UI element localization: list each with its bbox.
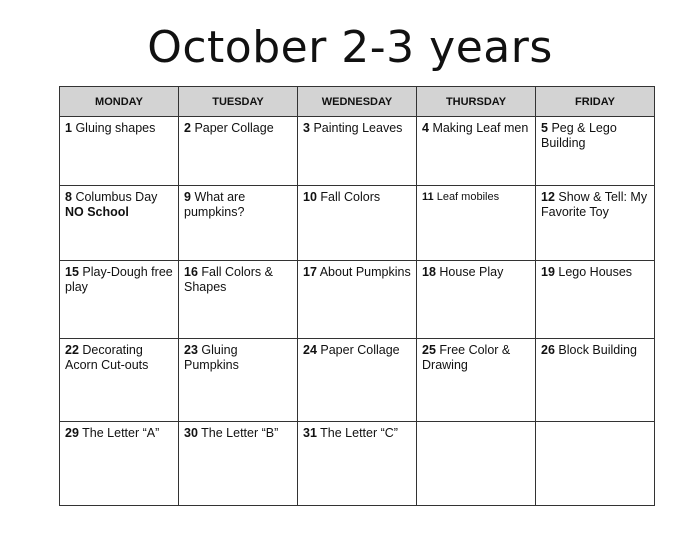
activity-text: Fall Colors bbox=[320, 190, 381, 204]
day-number: 1 bbox=[65, 121, 72, 135]
day-number: 11 bbox=[422, 191, 434, 203]
day-number: 2 bbox=[184, 121, 191, 135]
activity-text: Free Color & Drawing bbox=[422, 343, 511, 372]
calendar-day-cell bbox=[179, 117, 298, 186]
calendar-day-cell bbox=[417, 339, 536, 422]
activity-text: What are pumpkins? bbox=[184, 190, 246, 219]
activity-text: Paper Collage bbox=[320, 343, 400, 357]
day-header-friday: FRIDAY bbox=[536, 87, 655, 117]
calendar-day-cell bbox=[179, 261, 298, 339]
holiday-note: NO School bbox=[65, 205, 129, 219]
week-row bbox=[60, 117, 655, 186]
activity-text: Gluing Pumpkins bbox=[184, 343, 239, 372]
activity-text: Gluing shapes bbox=[75, 121, 156, 135]
calendar-day-cell bbox=[417, 261, 536, 339]
activity-text: The Letter “B” bbox=[201, 426, 279, 440]
activity-text: Show & Tell: My Favorite Toy bbox=[541, 190, 648, 219]
calendar-day-cell bbox=[60, 261, 179, 339]
day-number: 9 bbox=[184, 190, 191, 204]
calendar-day-cell bbox=[536, 339, 655, 422]
activity-text: Paper Collage bbox=[194, 121, 274, 135]
day-number: 23 bbox=[184, 343, 198, 357]
activity-text: Peg & Lego Building bbox=[541, 121, 617, 150]
day-number: 16 bbox=[184, 265, 198, 279]
calendar-day-cell bbox=[536, 261, 655, 339]
calendar-day-cell bbox=[298, 261, 417, 339]
day-header-tuesday: TUESDAY bbox=[179, 87, 298, 117]
day-number: 31 bbox=[303, 426, 317, 440]
day-number: 26 bbox=[541, 343, 555, 357]
activity-text: Lego Houses bbox=[558, 265, 633, 279]
activity-text: Making Leaf men bbox=[432, 121, 529, 135]
day-number: 4 bbox=[422, 121, 429, 135]
day-number: 17 bbox=[303, 265, 317, 279]
calendar-day-cell bbox=[417, 186, 536, 261]
activity-text: Play-Dough free play bbox=[65, 265, 173, 294]
calendar-day-cell bbox=[60, 422, 179, 506]
week-row bbox=[60, 186, 655, 261]
activity-text: Decorating Acorn Cut-outs bbox=[65, 343, 149, 372]
day-number: 18 bbox=[422, 265, 436, 279]
calendar-day-cell bbox=[60, 186, 179, 261]
calendar-day-cell bbox=[179, 186, 298, 261]
calendar-day-cell bbox=[298, 422, 417, 506]
activity-text: The Letter “C” bbox=[320, 426, 398, 440]
week-row bbox=[60, 339, 655, 422]
day-number: 5 bbox=[541, 121, 548, 135]
activity-text: Painting Leaves bbox=[313, 121, 403, 135]
calendar-day-cell bbox=[298, 186, 417, 261]
activity-text: House Play bbox=[439, 265, 504, 279]
activity-text: About Pumpkins bbox=[319, 265, 411, 279]
calendar-day-cell-empty bbox=[536, 422, 655, 506]
calendar-day-cell bbox=[536, 117, 655, 186]
activity-text: Columbus Day bbox=[75, 190, 158, 204]
calendar-day-cell bbox=[298, 339, 417, 422]
day-number: 30 bbox=[184, 426, 198, 440]
calendar-day-cell bbox=[417, 117, 536, 186]
day-number: 8 bbox=[65, 190, 72, 204]
activity-text: Fall Colors & Shapes bbox=[184, 265, 273, 294]
week-row bbox=[60, 261, 655, 339]
calendar-day-cell bbox=[60, 117, 179, 186]
calendar-day-cell bbox=[179, 422, 298, 506]
day-header-wednesday: WEDNESDAY bbox=[298, 87, 417, 117]
page-title: October 2-3 years bbox=[147, 22, 553, 73]
day-header-monday: MONDAY bbox=[60, 87, 179, 117]
calendar-day-cell-empty bbox=[417, 422, 536, 506]
day-number: 22 bbox=[65, 343, 79, 357]
week-row bbox=[60, 422, 655, 506]
calendar-day-cell bbox=[60, 339, 179, 422]
calendar-table bbox=[59, 86, 655, 506]
day-number: 29 bbox=[65, 426, 79, 440]
calendar-header-row bbox=[60, 87, 655, 117]
day-header-thursday: THURSDAY bbox=[417, 87, 536, 117]
day-number: 24 bbox=[303, 343, 317, 357]
day-number: 10 bbox=[303, 190, 317, 204]
day-number: 3 bbox=[303, 121, 310, 135]
calendar-day-cell bbox=[179, 339, 298, 422]
activity-text: The Letter “A” bbox=[82, 426, 160, 440]
day-number: 25 bbox=[422, 343, 436, 357]
day-number: 19 bbox=[541, 265, 555, 279]
calendar-day-cell bbox=[298, 117, 417, 186]
calendar-day-cell bbox=[536, 186, 655, 261]
activity-text: Block Building bbox=[558, 343, 637, 357]
activity-text: Leaf mobiles bbox=[436, 191, 500, 203]
day-number: 12 bbox=[541, 190, 555, 204]
day-number: 15 bbox=[65, 265, 79, 279]
